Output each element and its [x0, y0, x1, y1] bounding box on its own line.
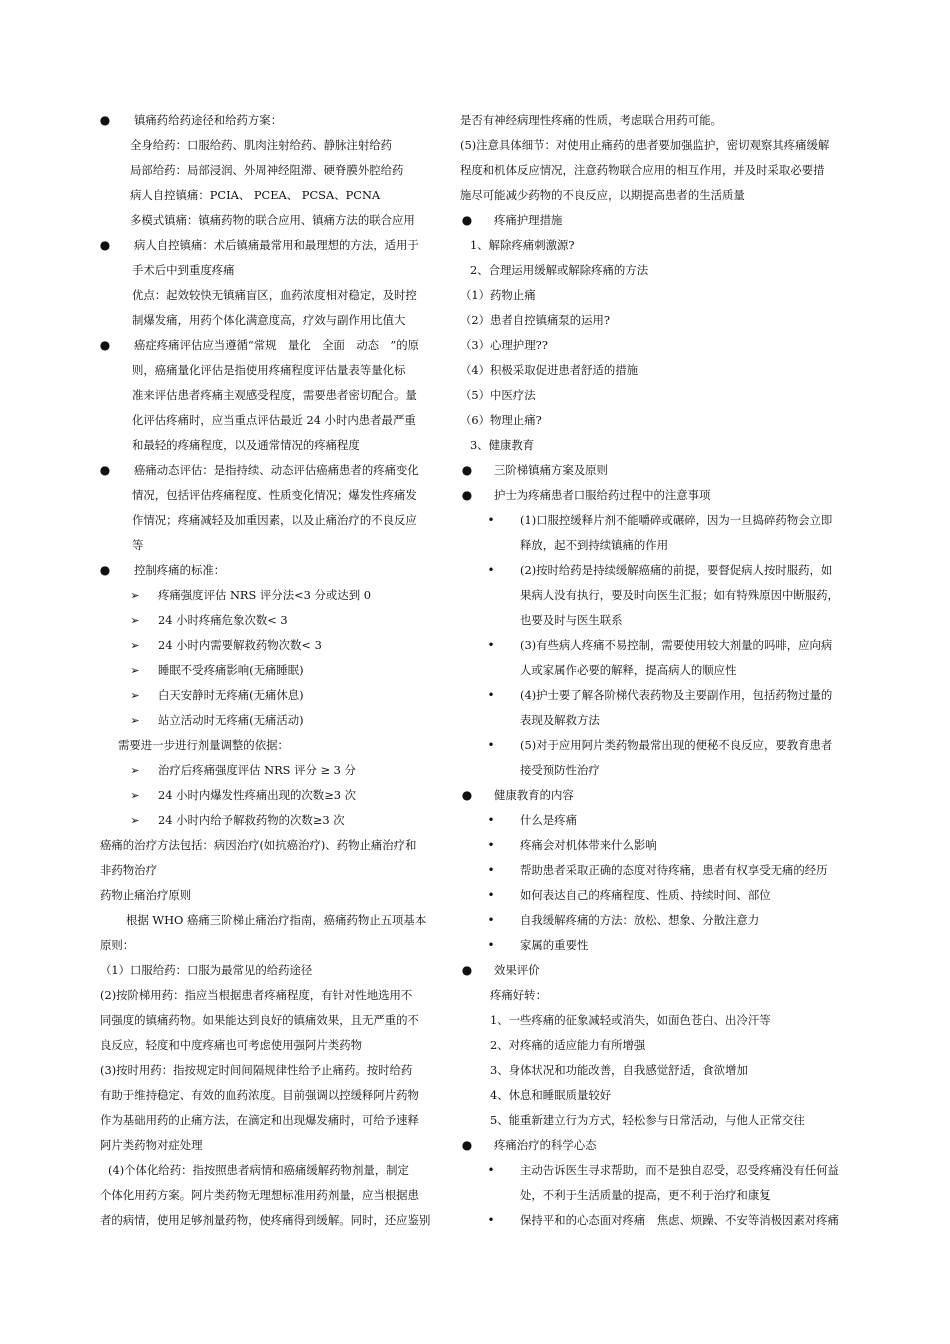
line-text: (5)注意具体细节：对使用止痛药的患者要加强监护，密切观察其疼痛缓解	[460, 138, 830, 152]
sub-bullet-item	[460, 683, 852, 708]
small-bullet-icon: •	[487, 688, 495, 702]
paragraph-line	[460, 533, 852, 558]
arrow-item	[100, 683, 433, 708]
paragraph-line	[100, 258, 433, 283]
paragraph-line	[460, 708, 852, 733]
paragraph-line	[460, 433, 852, 458]
line-text: 也要及时与医生联系	[520, 613, 623, 627]
line-text: 癌痛的治疗方法包括：病因治疗(如抗癌治疗)、药物止痛治疗和	[100, 838, 417, 852]
sub-bullet-text: 家属的重要性	[520, 938, 589, 952]
bullet-text: 癌症疼痛评估应当遵循“常规 量化 全面 动态 ”的原	[134, 338, 420, 352]
sub-bullet-item	[460, 833, 852, 858]
arrow-item	[100, 783, 433, 808]
arrow-item-text: 白天安静时无疼痛(无痛休息)	[158, 688, 304, 702]
bullet-item	[460, 783, 852, 808]
small-bullet-icon: •	[487, 513, 495, 527]
line-text: （1）药物止痛	[460, 288, 536, 302]
small-bullet-icon: •	[487, 913, 495, 927]
paragraph-line	[100, 1083, 433, 1108]
bullet-item	[100, 108, 433, 133]
small-bullet-icon: •	[487, 563, 495, 577]
arrow-item-text: 24 小时内给予解救药物的次数≥3 次	[158, 813, 345, 827]
paragraph-line	[100, 1058, 433, 1083]
paragraph-line	[460, 333, 852, 358]
bullet-item	[100, 333, 433, 358]
line-text: 需要进一步进行剂量调整的依据：	[118, 738, 289, 752]
bullet-dot-icon: ●	[461, 788, 473, 802]
line-text: 个体化用药方案。阿片类药物无理想标准用药剂量，应当根据患	[100, 1188, 419, 1202]
line-text: 和最轻的疼痛程度，以及通常情况的疼痛程度	[132, 438, 360, 452]
sub-bullet-item	[460, 908, 852, 933]
paragraph-line	[100, 383, 433, 408]
paragraph-line	[460, 1008, 852, 1033]
arrow-item	[100, 708, 433, 733]
bullet-item	[460, 958, 852, 983]
small-bullet-icon: •	[487, 738, 495, 752]
arrow-item	[100, 808, 433, 833]
bullet-text: 效果评价	[494, 963, 540, 977]
sub-bullet-item	[460, 558, 852, 583]
sub-bullet-text: (3)有些病人疼痛不易控制，需要使用较大剂量的吗啡，应向病	[520, 638, 833, 652]
paragraph-line	[100, 1133, 433, 1158]
paragraph-line	[100, 1008, 433, 1033]
arrow-item	[100, 633, 433, 658]
arrow-item-text: 睡眠不受疼痛影响(无痛睡眠)	[158, 663, 304, 677]
sub-bullet-item	[460, 1158, 852, 1183]
line-text: 表现及解救方法	[520, 713, 600, 727]
sub-bullet-text: (2)按时给药是持续缓解癌痛的前提，要督促病人按时服药，如	[520, 563, 833, 577]
line-text: (2)按阶梯用药：指应当根据患者疼痛程度，有针对性地选用不	[100, 988, 413, 1002]
bullet-text: 疼痛护理措施	[494, 213, 563, 227]
line-text: 非药物治疗	[100, 863, 157, 877]
line-text: 则，癌痛量化评估是指使用疼痛程度评估量表等量化标	[132, 363, 406, 377]
paragraph-line	[100, 958, 433, 983]
small-bullet-icon: •	[487, 888, 495, 902]
line-text: （4）积极采取促进患者舒适的措施	[460, 363, 639, 377]
paragraph-line	[100, 358, 433, 383]
line-text: 作情况；疼痛减轻及加重因素，以及止痛治疗的不良反应	[132, 513, 417, 527]
arrow-item	[100, 658, 433, 683]
line-text: 准来评估患者疼痛主观感受程度，需要患者密切配合。量	[132, 388, 417, 402]
line-text: 优点：起效较快无镇痛盲区，血药浓度相对稳定，及时控	[132, 288, 417, 302]
paragraph-line	[460, 1058, 852, 1083]
paragraph-line	[100, 1033, 433, 1058]
line-text: 制爆发痛，用药个体化满意度高，疗效与副作用比值大	[132, 313, 406, 327]
arrow-item-text: 24 小时疼痛危象次数< 3	[158, 613, 288, 627]
arrow-item	[100, 758, 433, 783]
small-bullet-icon: •	[487, 1163, 495, 1177]
paragraph-line	[460, 408, 852, 433]
paragraph-line	[100, 908, 433, 933]
paragraph-line	[460, 1108, 852, 1133]
arrow-bullet-icon: ➢	[130, 764, 140, 777]
paragraph-line	[100, 733, 433, 758]
line-text: 果病人没有执行，要及时向医生汇报；如有特殊原因中断服药，	[520, 588, 839, 602]
sub-bullet-text: 自我缓解疼痛的方法：放松、想象、分散注意力	[520, 913, 760, 927]
left-column	[100, 108, 433, 1233]
line-text: 接受预防性治疗	[520, 763, 600, 777]
arrow-item-text: 24 小时内需要解救药物次数< 3	[158, 638, 322, 652]
paragraph-line	[100, 208, 433, 233]
line-text: 2、对疼痛的适应能力有所增强	[490, 1038, 646, 1052]
line-text: （3）心理护理??	[460, 338, 548, 352]
arrow-bullet-icon: ➢	[130, 589, 140, 602]
bullet-text: 三阶梯镇痛方案及原则	[494, 463, 608, 477]
bullet-text: 镇痛药给药途径和给药方案：	[134, 113, 283, 127]
paragraph-line	[100, 533, 433, 558]
paragraph-line	[460, 158, 852, 183]
bullet-dot-icon: ●	[461, 213, 473, 227]
sub-bullet-text: (5)对于应用阿片类药物最常出现的便秘不良反应，要教育患者	[520, 738, 833, 752]
small-bullet-icon: •	[487, 638, 495, 652]
line-text: 化评估疼痛时，应当重点评估最近 24 小时内患者最严重	[132, 413, 416, 427]
paragraph-line	[460, 133, 852, 158]
paragraph-line	[460, 358, 852, 383]
line-text: 人或家属作必要的解释，提高病人的顺应性	[520, 663, 737, 677]
small-bullet-icon: •	[487, 838, 495, 852]
sub-bullet-text: 如何表达自己的疼痛程度、性质、持续时间、部位	[520, 888, 771, 902]
line-text: 局部给药：局部浸润、外周神经阻滞、硬脊膜外腔给药	[130, 163, 404, 177]
line-text: 同强度的镇痛药物。如果能达到良好的镇痛效果，且无严重的不	[100, 1013, 419, 1027]
line-text: 1、解除疼痛刺激源?	[470, 238, 575, 252]
line-text: 全身给药：口服给药、肌肉注射给药、静脉注射给药	[130, 138, 392, 152]
arrow-bullet-icon: ➢	[130, 814, 140, 827]
paragraph-line	[100, 858, 433, 883]
bullet-dot-icon: ●	[99, 113, 111, 127]
sub-bullet-text: 帮助患者采取正确的态度对待疼痛，患者有权享受无痛的经历	[520, 863, 828, 877]
paragraph-line	[460, 258, 852, 283]
small-bullet-icon: •	[487, 1213, 495, 1227]
arrow-item-text: 24 小时内爆发性疼痛出现的次数≥3 次	[158, 788, 356, 802]
small-bullet-icon: •	[487, 863, 495, 877]
bullet-dot-icon: ●	[461, 463, 473, 477]
line-text: 等	[132, 538, 144, 552]
line-text: 原则：	[100, 938, 135, 952]
paragraph-line	[100, 1208, 433, 1233]
bullet-dot-icon: ●	[99, 463, 111, 477]
sub-bullet-text: 疼痛会对机体带来什么影响	[520, 838, 657, 852]
line-text: 有助于维持稳定、有效的血药浓度。目前强调以控缓释阿片药物	[100, 1088, 419, 1102]
bullet-item	[100, 458, 433, 483]
paragraph-line	[460, 1083, 852, 1108]
paragraph-line	[100, 508, 433, 533]
paragraph-line	[100, 283, 433, 308]
line-text: (3)按时用药：指按规定时间间隔规律性给予止痛药。按时给药	[100, 1063, 413, 1077]
paragraph-line	[100, 483, 433, 508]
line-text: （6）物理止痛?	[460, 413, 542, 427]
bullet-text: 护士为疼痛患者口服给药过程中的注意事项	[494, 488, 711, 502]
paragraph-line	[460, 658, 852, 683]
paragraph-line	[100, 183, 433, 208]
bullet-item	[460, 458, 852, 483]
arrow-item-text: 治疗后疼痛强度评估 NRS 评分 ≥ 3 分	[158, 763, 356, 777]
line-text: 根据 WHO 癌痛三阶梯止痛治疗指南，癌痛药物止五项基本	[126, 913, 427, 927]
sub-bullet-item	[460, 808, 852, 833]
arrow-item-text: 站立活动时无疼痛(无痛活动)	[158, 713, 304, 727]
sub-bullet-text: 什么是疼痛	[520, 813, 577, 827]
paragraph-line	[100, 883, 433, 908]
paragraph-line	[100, 1108, 433, 1133]
paragraph-line	[460, 1033, 852, 1058]
paragraph-line	[460, 758, 852, 783]
bullet-text: 健康教育的内容	[494, 788, 574, 802]
paragraph-line	[460, 608, 852, 633]
bullet-dot-icon: ●	[461, 1138, 473, 1152]
line-text: 疼痛好转：	[490, 988, 547, 1002]
sub-bullet-item	[460, 933, 852, 958]
bullet-item	[100, 233, 433, 258]
arrow-bullet-icon: ➢	[130, 639, 140, 652]
line-text: （5）中医疗法	[460, 388, 536, 402]
line-text: 情况，包括评估疼痛程度、性质变化情况；爆发性疼痛发	[132, 488, 417, 502]
paragraph-line	[100, 833, 433, 858]
small-bullet-icon: •	[487, 813, 495, 827]
sub-bullet-item	[460, 858, 852, 883]
bullet-dot-icon: ●	[99, 338, 111, 352]
sub-bullet-text: (1)口服控缓释片剂不能嚼碎或碾碎，因为一旦捣碎药物会立即	[520, 513, 833, 527]
line-text: 良反应，轻度和中度疼痛也可考虑使用强阿片类药物	[100, 1038, 362, 1052]
paragraph-line	[460, 283, 852, 308]
bullet-dot-icon: ●	[461, 488, 473, 502]
line-text: （1）口服给药：口服为最常见的给药途径	[100, 963, 313, 977]
arrow-item-text: 疼痛强度评估 NRS 评分法<3 分或达到 0	[158, 588, 371, 602]
paragraph-line	[100, 308, 433, 333]
sub-bullet-text: 保持平和的心态面对疼痛 焦虑、烦躁、不安等消极因素对疼痛	[520, 1213, 839, 1227]
line-text: 程度和机体反应情况，注意药物联合应用的相互作用，并及时采取必要措	[460, 163, 825, 177]
line-text: （2）患者自控镇痛泵的运用?	[460, 313, 611, 327]
arrow-bullet-icon: ➢	[130, 689, 140, 702]
bullet-text: 病人自控镇痛：术后镇痛最常用和最理想的方法，适用于	[134, 238, 419, 252]
sub-bullet-item	[460, 733, 852, 758]
line-text: 5、能重新建立行为方式，轻松参与日常活动，与他人正常交往	[490, 1113, 805, 1127]
line-text: (4)个体化给药：指按照患者病情和癌痛缓解药物剂量，制定	[108, 1163, 409, 1177]
line-text: 多模式镇痛：镇痛药物的联合应用、镇痛方法的联合应用	[130, 213, 415, 227]
sub-bullet-item	[460, 1208, 852, 1233]
line-text: 4、休息和睡眠质量较好	[490, 1088, 612, 1102]
bullet-item	[460, 1133, 852, 1158]
paragraph-line	[460, 233, 852, 258]
arrow-bullet-icon: ➢	[130, 614, 140, 627]
paragraph-line	[100, 433, 433, 458]
paragraph-line	[460, 583, 852, 608]
paragraph-line	[460, 308, 852, 333]
paragraph-line	[100, 408, 433, 433]
line-text: 1、一些疼痛的征象减轻或消失，如面色苍白、出冷汗等	[490, 1013, 771, 1027]
line-text: 2、合理运用缓解或解除疼痛的方法	[470, 263, 649, 277]
line-text: 3、身体状况和功能改善，自我感觉舒适，食欲增加	[490, 1063, 748, 1077]
sub-bullet-item	[460, 508, 852, 533]
bullet-item	[460, 483, 852, 508]
right-column	[460, 108, 852, 1233]
small-bullet-icon: •	[487, 938, 495, 952]
paragraph-line	[100, 933, 433, 958]
paragraph-line	[100, 1158, 433, 1183]
bullet-dot-icon: ●	[99, 238, 111, 252]
bullet-dot-icon: ●	[461, 963, 473, 977]
line-text: 是否有神经病理性疼痛的性质，考虑联合用药可能。	[460, 113, 722, 127]
line-text: 病人自控镇痛：PCIA、 PCEA、 PCSA、PCNA	[130, 188, 381, 202]
paragraph-line	[460, 183, 852, 208]
bullet-dot-icon: ●	[99, 563, 111, 577]
paragraph-line	[100, 133, 433, 158]
paragraph-line	[460, 983, 852, 1008]
sub-bullet-item	[460, 883, 852, 908]
bullet-item	[100, 558, 433, 583]
line-text: 作为基础用药的止痛方法，在滴定和出现爆发痛时，可给予速释	[100, 1113, 419, 1127]
bullet-text: 控制疼痛的标准：	[134, 563, 226, 577]
arrow-item	[100, 608, 433, 633]
paragraph-line	[460, 1183, 852, 1208]
bullet-item	[460, 208, 852, 233]
paragraph-line	[460, 383, 852, 408]
arrow-bullet-icon: ➢	[130, 664, 140, 677]
line-text: 施尽可能减少药物的不良反应，以期提高患者的生活质量	[460, 188, 745, 202]
arrow-bullet-icon: ➢	[130, 714, 140, 727]
sub-bullet-item	[460, 633, 852, 658]
paragraph-line	[100, 158, 433, 183]
sub-bullet-text: (4)护士要了解各阶梯代表药物及主要副作用，包括药物过量的	[520, 688, 833, 702]
sub-bullet-text: 主动告诉医生寻求帮助，而不是独自忍受，忍受疼痛没有任何益	[520, 1163, 839, 1177]
arrow-bullet-icon: ➢	[130, 789, 140, 802]
paragraph-line	[460, 108, 852, 133]
paragraph-line	[100, 1183, 433, 1208]
arrow-item	[100, 583, 433, 608]
line-text: 处，不利于生活质量的提高，更不利于治疗和康复	[520, 1188, 771, 1202]
bullet-text: 癌痛动态评估：是指持续、动态评估癌痛患者的疼痛变化	[134, 463, 419, 477]
line-text: 药物止痛治疗原则	[100, 888, 192, 902]
bullet-text: 疼痛治疗的科学心态	[494, 1138, 597, 1152]
line-text: 阿片类药物对症处理	[100, 1138, 203, 1152]
line-text: 3、健康教育	[470, 438, 535, 452]
paragraph-line	[100, 983, 433, 1008]
line-text: 释放，起不到持续镇痛的作用	[520, 538, 669, 552]
line-text: 手术后中到重度疼痛	[132, 263, 235, 277]
line-text: 者的病情，使用足够剂量药物，使疼痛得到缓解。同时，还应鉴别	[100, 1213, 431, 1227]
